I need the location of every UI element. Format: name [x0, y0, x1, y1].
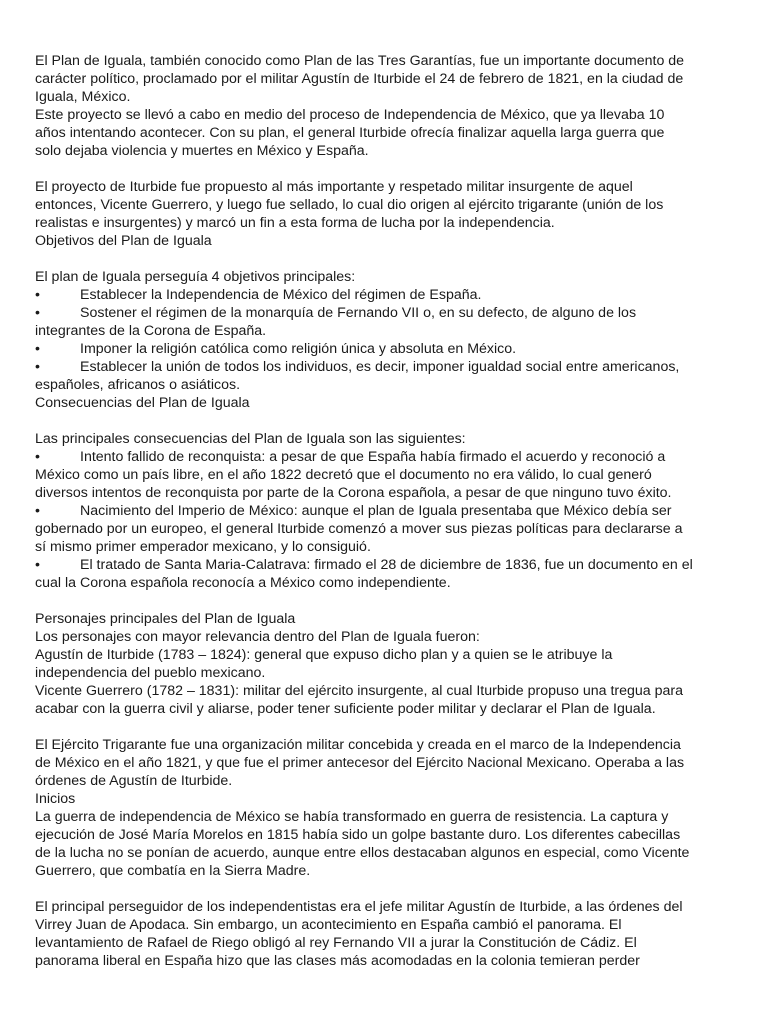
text-line: independencia del pueblo mexicano. [35, 665, 266, 681]
bullet-glyph: • [35, 557, 40, 573]
text-line: órdenes de Agustín de Iturbide. [35, 773, 233, 789]
text-line: carácter político, proclamado por el militar Agustín de Iturbide el 24 de febrero de 1821, en la ciudad de [35, 71, 684, 87]
text-line: Este proyecto se llevó a cabo en medio del proceso de Independencia de México, que ya llevaba 10 [35, 107, 665, 123]
text-line: Virrey Juan de Apodaca. Sin embargo, un acontecimiento en España cambió el panorama. El [35, 917, 622, 933]
text-line: años intentando acontecer. Con su plan, el general Iturbide ofrecía finalizar aquella larga guerra que [35, 125, 665, 141]
bullet-item [35, 304, 735, 322]
text-line: sí mismo primer emperador mexicano, y lo consiguió. [35, 539, 371, 555]
bullet-glyph: • [35, 305, 40, 321]
bullet-glyph: • [35, 449, 40, 465]
bullet-text: Imponer la religión católica como religión única y absoluta en México. [80, 341, 517, 357]
bullet-item [35, 286, 735, 304]
text-line: Inicios [35, 791, 76, 807]
text-line: Objetivos del Plan de Iguala [35, 233, 212, 249]
blank-line [35, 718, 735, 736]
text-line: cual la Corona española reconocía a México como independiente. [35, 575, 451, 591]
text-line: Iguala, México. [35, 89, 131, 105]
text-line: integrantes de la Corona de España. [35, 323, 267, 339]
text-line: entonces, Vicente Guerrero, y luego fue sellado, lo cual dio origen al ejército trigarante (unión de los [35, 197, 664, 213]
bullet-glyph: • [35, 503, 40, 519]
text-line: Las principales consecuencias del Plan de Iguala son las siguientes: [35, 431, 466, 447]
text-line: Vicente Guerrero (1782 – 1831): militar del ejército insurgente, al cual Iturbide propuso una tregua para [35, 683, 684, 699]
text-line: levantamiento de Rafael de Riego obligó al rey Fernando VII a jurar la Constitución de Cádiz. El [35, 935, 637, 951]
text-line: El Plan de Iguala, también conocido como Plan de las Tres Garantías, fue un importante documento de [35, 53, 685, 69]
text-line: de México en el año 1821, y que fue el primer antecesor del Ejército Nacional Mexicano. Operaba a las [35, 755, 685, 771]
blank-line [35, 592, 735, 610]
bullet-item [35, 502, 735, 520]
text-line: Agustín de Iturbide (1783 – 1824): general que expuso dicho plan y a quien se le atribuye la [35, 647, 613, 663]
text-line: españoles, africanos o asiáticos. [35, 377, 241, 393]
text-line: Personajes principales del Plan de Iguala [35, 611, 296, 627]
text-line: ejecución de José María Morelos en 1815 había sido un golpe bastante duro. Los diferentes cabecillas [35, 827, 681, 843]
text-line: gobernado por un europeo, el general Iturbide comenzó a mover sus piezas políticas para declararse a [35, 521, 683, 537]
text-line: acabar con la guerra civil y aliarse, poder tener suficiente poder militar y declarar el Plan de Iguala. [35, 701, 656, 717]
text-line: La guerra de independencia de México se había transformado en guerra de resistencia. La captura y [35, 809, 669, 825]
text-line: El plan de Iguala perseguía 4 objetivos principales: [35, 269, 356, 285]
bullet-text: Establecer la Independencia de México del régimen de España. [80, 287, 482, 303]
blank-line [35, 250, 735, 268]
text-line: El proyecto de Iturbide fue propuesto al más importante y respetado militar insurgente de aquel [35, 179, 633, 195]
bullet-text: Intento fallido de reconquista: a pesar de que España había firmado el acuerdo y reconoció a [80, 449, 666, 465]
bullet-item [35, 358, 735, 376]
document-page [35, 52, 735, 970]
text-line: México como un país libre, en el año 1822 decretó que el documento no era válido, lo cual generó [35, 467, 652, 483]
bullet-glyph: • [35, 287, 40, 303]
bullet-text: Sostener el régimen de la monarquía de Fernando VII o, en su defecto, de alguno de los [80, 305, 637, 321]
bullet-text: Nacimiento del Imperio de México: aunque el plan de Iguala presentaba que México debía ser [80, 503, 672, 519]
blank-line [35, 160, 735, 178]
text-line: Consecuencias del Plan de Iguala [35, 395, 250, 411]
text-line: El principal perseguidor de los independentistas era el jefe militar Agustín de Iturbide, a las órdenes del [35, 899, 683, 915]
blank-line [35, 412, 735, 430]
blank-line [35, 880, 735, 898]
bullet-item [35, 448, 735, 466]
bullet-text: El tratado de Santa Maria-Calatrava: firmado el 28 de diciembre de 1836, fue un documento en el [80, 557, 693, 573]
text-line: realistas e insurgentes) y marcó un fin a esta forma de lucha por la independencia. [35, 215, 555, 231]
text-line: Los personajes con mayor relevancia dentro del Plan de Iguala fueron: [35, 629, 480, 645]
bullet-item [35, 340, 735, 358]
text-line: diversos intentos de reconquista por parte de la Corona española, a pesar de que ninguno tuvo éxito. [35, 485, 672, 501]
bullet-glyph: • [35, 341, 40, 357]
text-line: El Ejército Trigarante fue una organización militar concebida y creada en el marco de la Independencia [35, 737, 681, 753]
bullet-glyph: • [35, 359, 40, 375]
text-line: de la lucha no se ponían de acuerdo, aunque entre ellos destacaban algunos en especial, como Vicente [35, 845, 690, 861]
text-line: panorama liberal en España hizo que las clases más acomodadas en la colonia temieran perder [35, 953, 640, 969]
text-line: Guerrero, que combatía en la Sierra Madre. [35, 863, 311, 879]
bullet-text: Establecer la unión de todos los individuos, es decir, imponer igualdad social entre americanos, [80, 359, 680, 375]
text-line: solo dejaba violencia y muertes en México y España. [35, 143, 369, 159]
bullet-item [35, 556, 735, 574]
